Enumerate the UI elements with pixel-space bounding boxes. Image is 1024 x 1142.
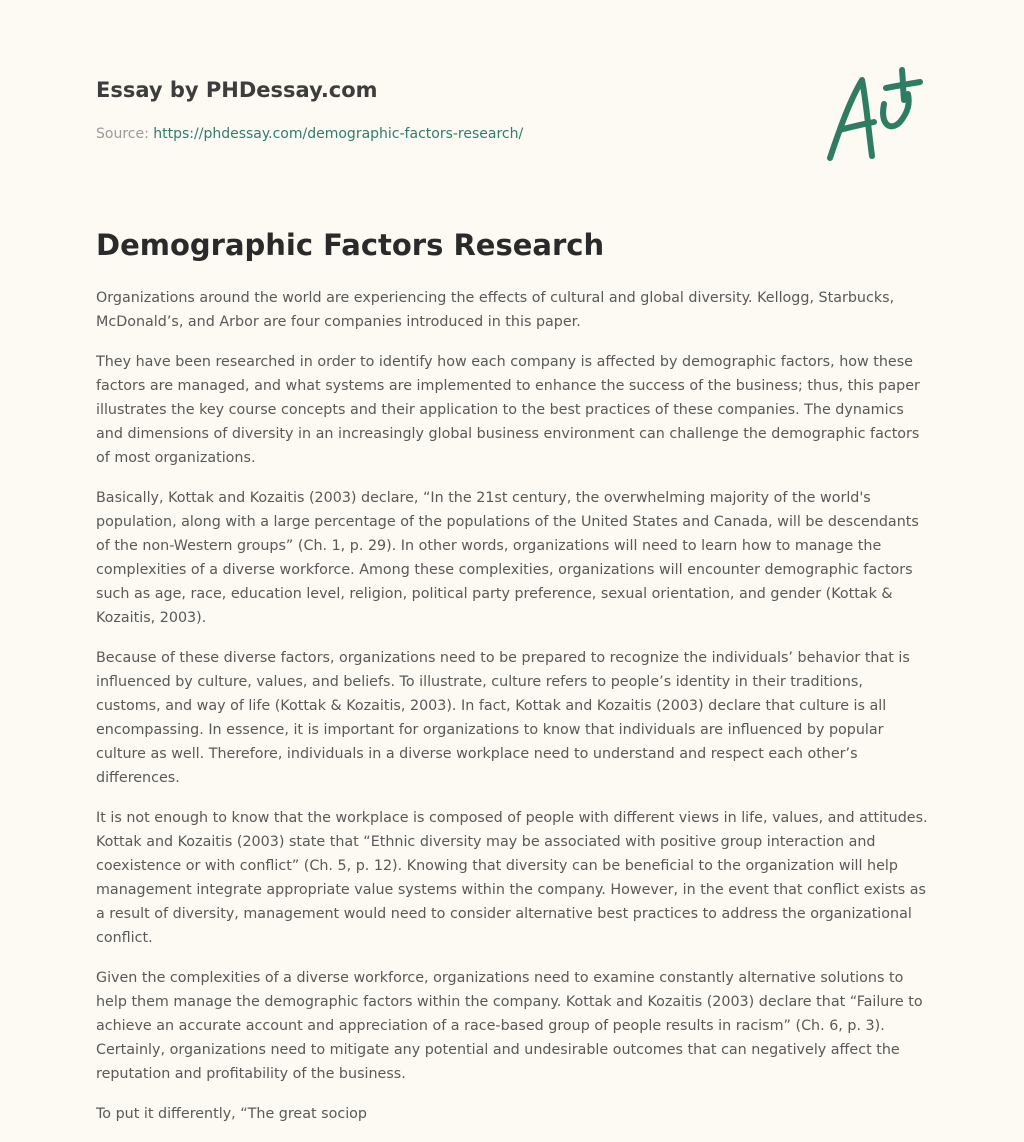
a-plus-logo-icon	[822, 66, 926, 166]
source-link[interactable]: https://phdessay.com/demographic-factors-research/	[153, 126, 524, 142]
paragraph: Basically, Kottak and Kozaitis (2003) declare, “In the 21st century, the overwhelming majority of the world's population, along with a large percentage of the populations of the United States and Canada, will be descendants of the non-Western groups” (Ch. 1, p. 29). In other words, organizations will need to learn how to manage the complexities of a diverse workforce. Among these complexities, organizations will encounter demographic factors such as age, race, education level, religion, political party preference, sexual orientation, and gender (Kottak & Kozaitis, 2003).	[96, 490, 919, 626]
essay-body	[96, 286, 931, 1142]
paragraph: It is not enough to know that the workplace is composed of people with different views in life, values, and attitudes. Kottak and Kozaitis (2003) state that “Ethnic diversity may be associated with positive group interaction and coexistence or with conflict” (Ch. 5, p. 12). Knowing that diversity can be beneficial to the organization will help management integrate appropriate value systems within the company. However, in the event that conflict exists as a result of diversity, management would need to consider alternative best practices to address the organizational conflict.	[96, 810, 928, 946]
site-title: Essay by PHDessay.com	[96, 78, 378, 102]
paragraph: Because of these diverse factors, organizations need to be prepared to recognize the individuals’ behavior that is influenced by culture, values, and beliefs. To illustrate, culture refers to people’s identity in their traditions, customs, and way of life (Kottak & Kozaitis, 2003). In fact, Kottak and Kozaitis (2003) declare that culture is all encompassing. In essence, it is important for organizations to know that individuals are influenced by popular culture as well. Therefore, individuals in a diverse workplace need to understand and respect each other’s differences.	[96, 650, 910, 786]
essay-title: Demographic Factors Research	[96, 228, 605, 262]
paragraph: They have been researched in order to identify how each company is affected by demographic factors, how these factors are managed, and what systems are implemented to enhance the success of the business; thus, this paper illustrates the key course concepts and their application to the best practices of these companies. The dynamics and dimensions of diversity in an increasingly global business environment can challenge the demographic factors of most organizations.	[96, 354, 920, 466]
source-label: Source:	[96, 126, 154, 142]
paragraph: To put it differently, “The great sociop	[96, 1106, 367, 1122]
paragraph: Organizations around the world are experiencing the effects of cultural and global diversity. Kellogg, Starbucks, McDonald’s, and Arbor are four companies introduced in this paper.	[96, 290, 895, 330]
source-line	[96, 124, 523, 144]
paragraph: Given the complexities of a diverse workforce, organizations need to examine constantly alternative solutions to help them manage the demographic factors within the company. Kottak and Kozaitis (2003) declare that “Failure to achieve an accurate account and appreciation of a race-based group of people results in racism” (Ch. 6, p. 3). Certainly, organizations need to mitigate any potential and undesirable outcomes that can negatively affect the reputation and profitability of the business.	[96, 970, 923, 1082]
